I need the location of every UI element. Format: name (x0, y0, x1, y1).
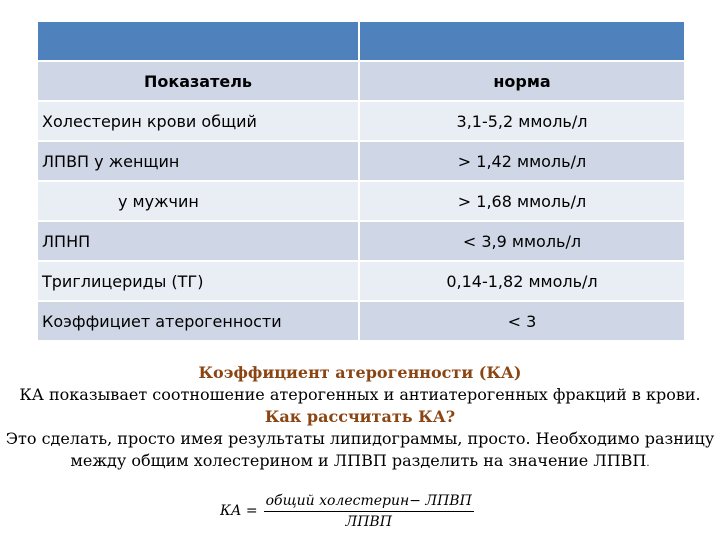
formula-fraction (264, 493, 474, 530)
norm-cell: < 3 (359, 301, 685, 341)
table-row (37, 141, 685, 181)
indicator-cell: Триглицериды (ТГ) (37, 261, 359, 301)
column-header-indicator: Показатель (37, 61, 359, 101)
indicator-cell: ЛПВП у женщин (37, 141, 359, 181)
formula-denominator: ЛПВП (345, 513, 392, 530)
heading-how-to-calculate: Как рассчитать КА? (264, 407, 456, 426)
table-row (37, 301, 685, 341)
ka-formula (220, 486, 474, 536)
table-row (37, 261, 685, 301)
norm-cell: < 3,9 ммоль/л (359, 221, 685, 261)
formula-lhs: КА = (220, 503, 258, 519)
header-cell-empty (359, 21, 685, 61)
indicator-cell: ЛПНП (37, 221, 359, 261)
paragraph-ka-description: КА показывает соотношение атерогенных и антиатерогенных фракций в крови. (19, 385, 701, 404)
table-row (37, 181, 685, 221)
table-header-bar (37, 21, 685, 61)
formula-numerator: общий холестерин− ЛПВП (264, 493, 474, 512)
norm-cell: 3,1-5,2 ммоль/л (359, 101, 685, 141)
norm-cell: 0,14-1,82 ммоль/л (359, 261, 685, 301)
column-headers-row (37, 61, 685, 101)
indicator-cell: Холестерин крови общий (37, 101, 359, 141)
calculation-text: Это сделать, просто имея результаты липидограммы, просто. Необходимо разницу между общим холестерином и ЛПВП разделить на значение ЛПВП (5, 429, 715, 470)
explanation-text (0, 362, 720, 475)
lipid-norms-table (36, 20, 686, 342)
norm-cell: > 1,42 ммоль/л (359, 141, 685, 181)
paragraph-calculation (0, 428, 720, 475)
column-header-norm: норма (359, 61, 685, 101)
heading-atherogenic-coefficient: Коэффициент атерогенности (КА) (198, 363, 522, 382)
table-row (37, 221, 685, 261)
indicator-cell: у мужчин (37, 181, 359, 221)
indicator-cell: Коэффициет атерогенности (37, 301, 359, 341)
calculation-text-end: . (646, 458, 650, 469)
norm-cell: > 1,68 ммоль/л (359, 181, 685, 221)
table-row (37, 101, 685, 141)
header-cell-empty (37, 21, 359, 61)
